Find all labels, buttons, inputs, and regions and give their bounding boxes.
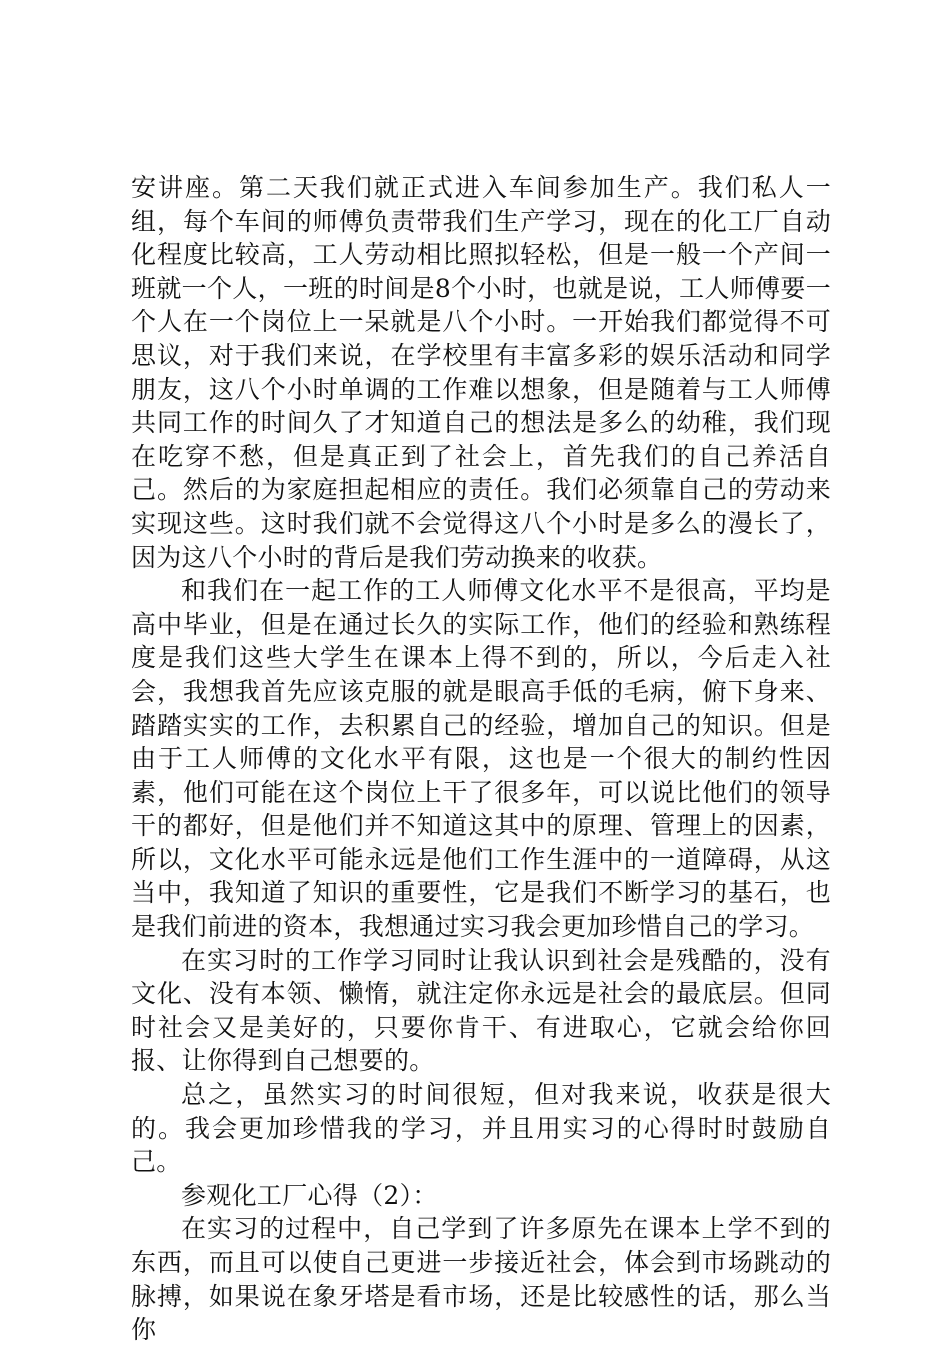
paragraph-society: 在实习时的工作学习同时让我认识到社会是残酷的，没有文化、没有本领、懒惰，就注定你永远是社会的最底层。但同时社会又是美好的，只要你肯干、有进取心，它就会给你回报、让你得到自己想要的。 bbox=[131, 945, 831, 1076]
document-body bbox=[131, 171, 831, 1347]
paragraph-summary: 总之，虽然实习的时间很短，但对我来说，收获是很大的。我会更加珍惜我的学习，并且用实习的心得时时鼓励自己。 bbox=[131, 1080, 831, 1177]
paragraph-workers: 和我们在一起工作的工人师傅文化水平不是很高，平均是高中毕业，但是在通过长久的实际工作，他们的经验和熟练程度是我们这些大学生在课本上得不到的，所以，今后走入社会，我想我首先应该克服的就是眼高手低的毛病，俯下身来、踏踏实实的工作，去积累自己的经验，增加自己的知识。但是由于工人师傅的文化水平有限，这也是一个很大的制约性因素，他们可能在这个岗位上干了很多年，可以说比他们的领导干的都好，但是他们并不知道这其中的原理、管理上的因素，所以，文化水平可能永远是他们工作生涯中的一道障碍，从这当中，我知道了知识的重要性，它是我们不断学习的基石，也是我们前进的资本，我想通过实习我会更加珍惜自己的学习。 bbox=[131, 576, 831, 942]
section-heading: 参观化工厂心得（2）： bbox=[181, 1180, 438, 1210]
paragraph-continuation: 安讲座。第二天我们就正式进入车间参加生产。我们私人一组，每个车间的师傅负责带我们生产学习，现在的化工厂自动化程度比较高，工人劳动相比照拟轻松，但是一般一个产间一班就一个人，一班的时间是8个小时，也就是说，工人师傅要一个人在一个岗位上一呆就是八个小时。一开始我们都觉得不可思议，对于我们来说，在学校里有丰富多彩的娱乐活动和同学朋友，这八个小时单调的工作难以想象，但是随着与工人师傅共同工作的时间久了才知道自己的想法是多么的幼稚，我们现在吃穿不愁，但是真正到了社会上，首先我们的自己养活自己。然后的为家庭担起相应的责任。我们必须靠自己的劳动来实现这些。这时我们就不会觉得这八个小时是多么的漫长了，因为这八个小时的背后是我们劳动换来的收获。 bbox=[131, 173, 831, 572]
paragraph-practice: 在实习的过程中，自己学到了许多原先在课本上学不到的东西，而且可以使自己更进一步接近社会，体会到市场跳动的脉搏，如果说在象牙塔是看市场，还是比较感性的话，那么当你 bbox=[131, 1214, 831, 1345]
